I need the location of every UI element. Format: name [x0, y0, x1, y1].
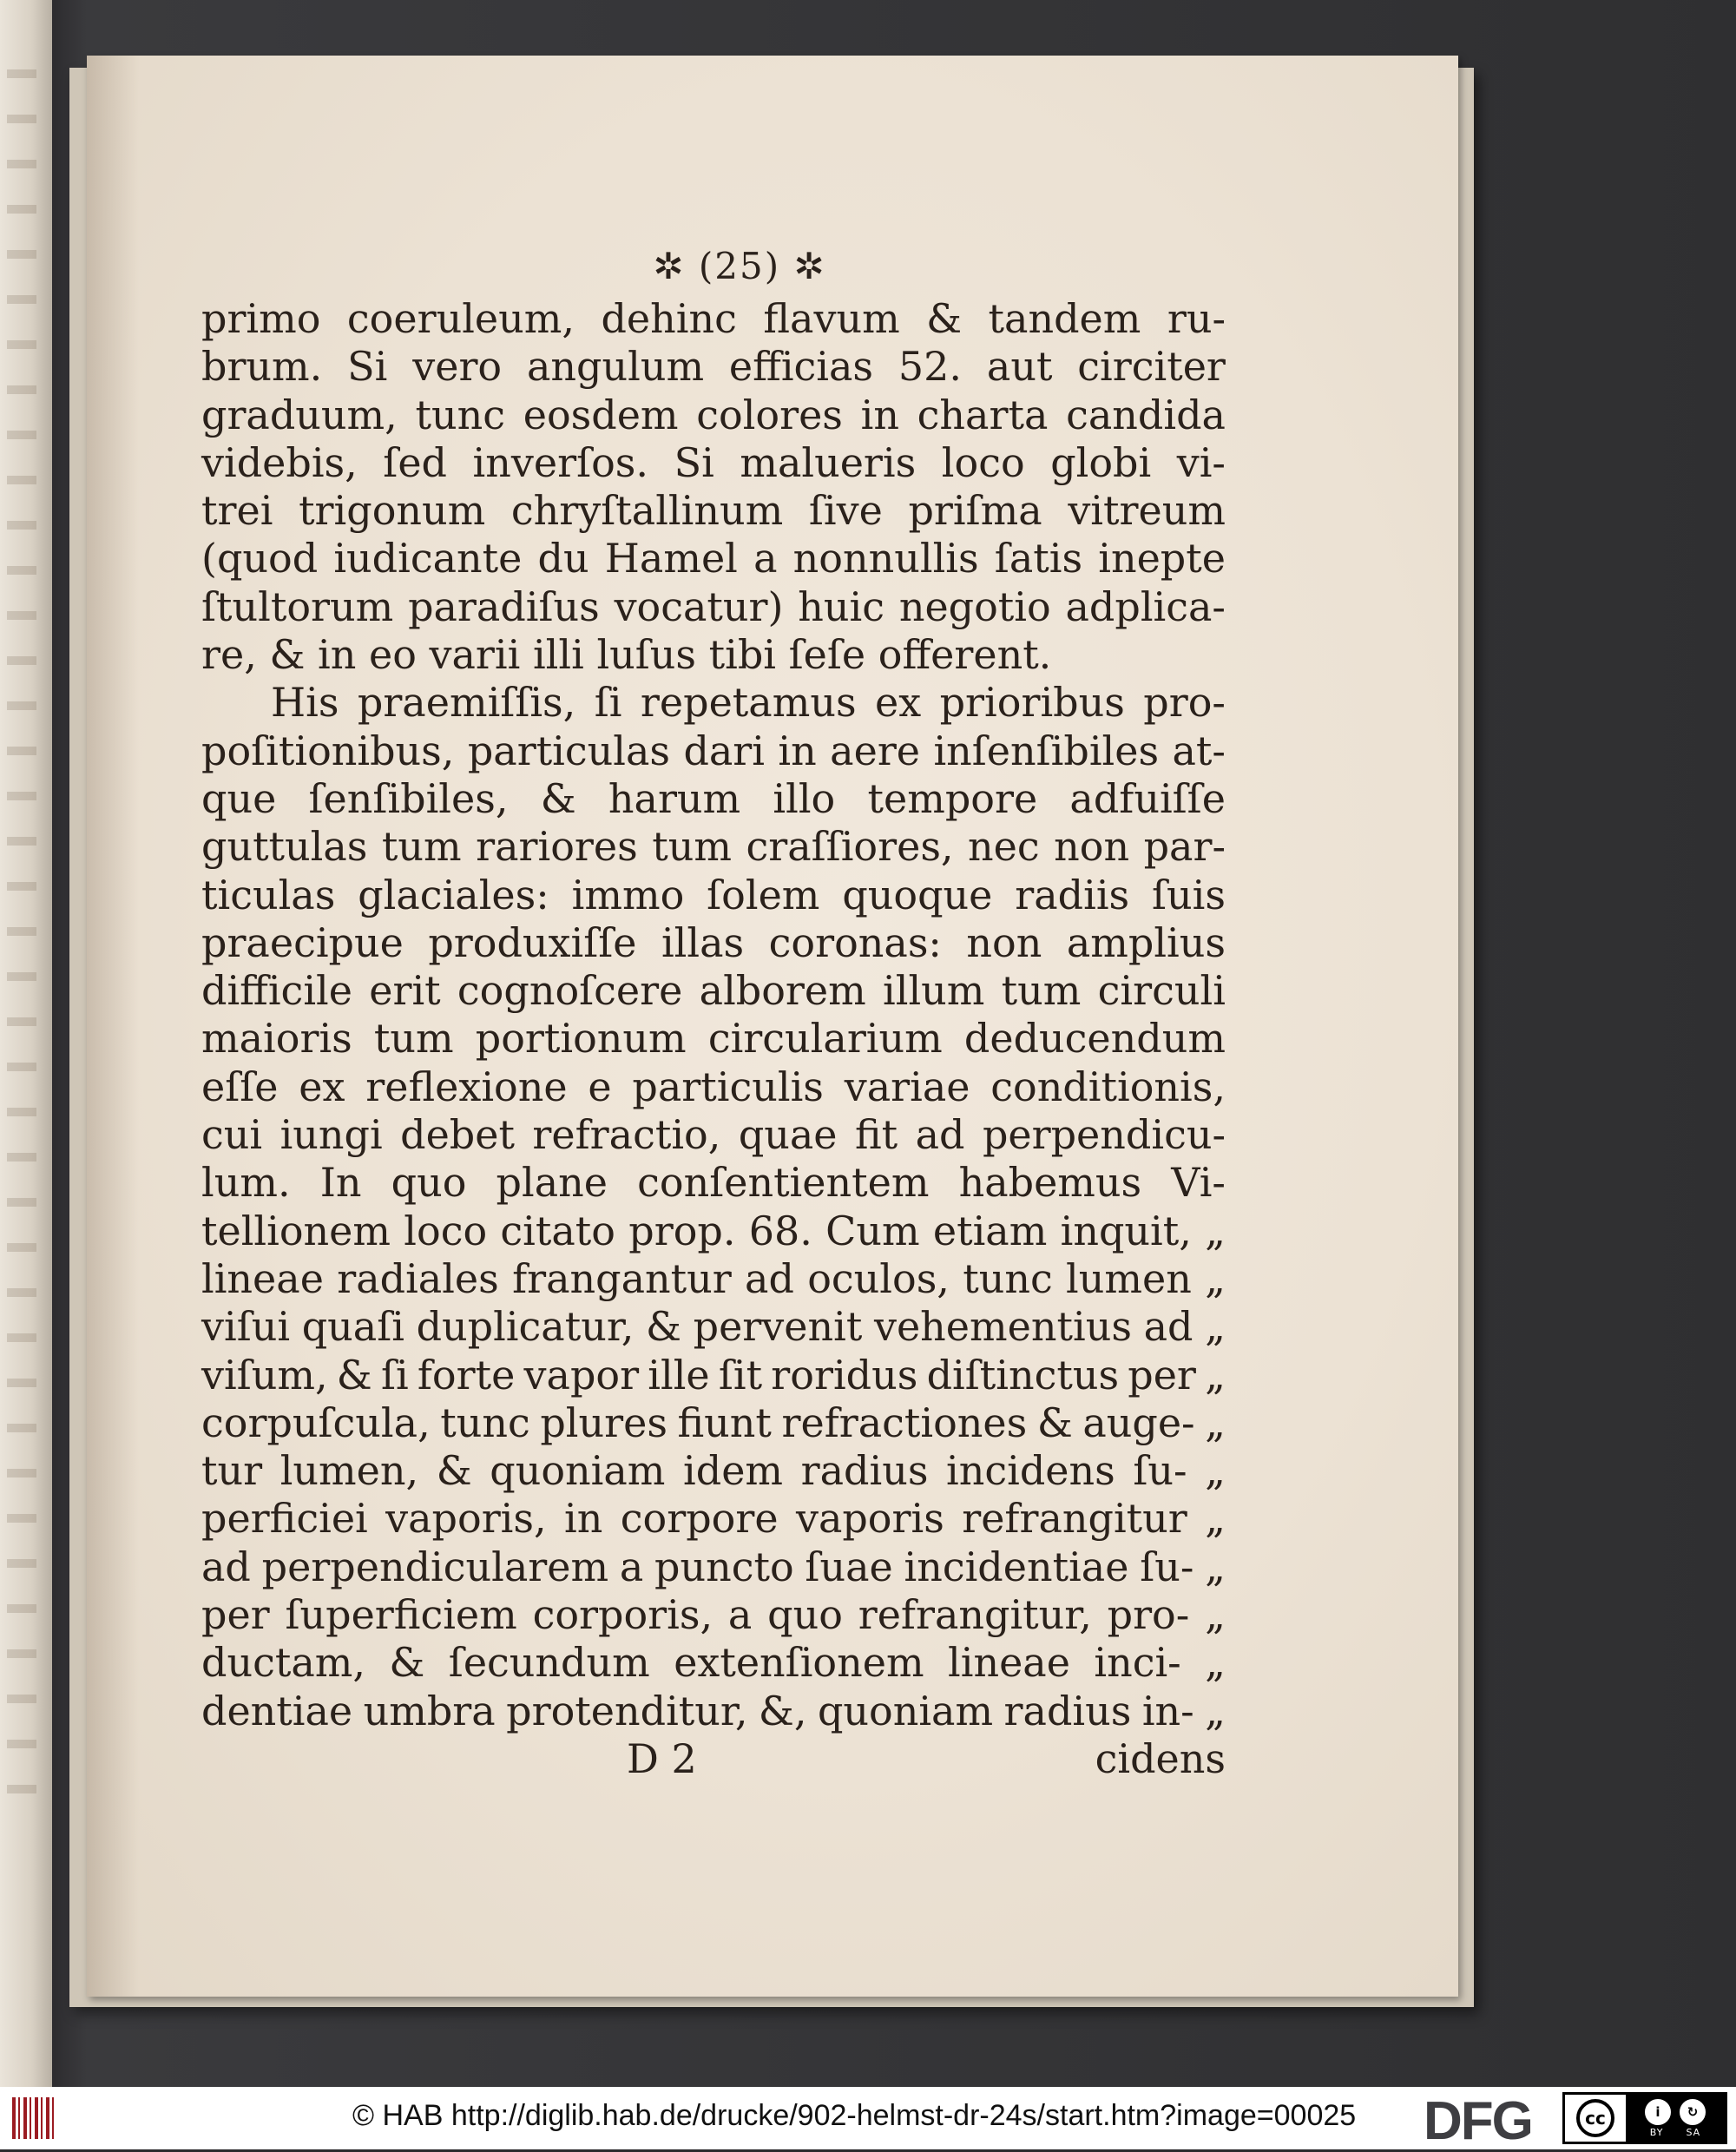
text-line: que ſenſibiles, & harum illo tempore adfuiſſe — [201, 774, 1226, 822]
text-line: primo coeruleum, dehinc flavum & tandem ru- — [201, 295, 1226, 342]
text-line: viſui quaſi duplicatur, & pervenit vehementius ad „ — [201, 1303, 1226, 1351]
text-line: (quod iudicante du Hamel a nonnullis ſatis inepte — [201, 535, 1226, 582]
cc-by-label: BY — [1649, 2126, 1664, 2138]
text-line: tellionem loco citato prop. 68. Cum etiam inquit, „ — [201, 1207, 1226, 1254]
text-line: viſum, & ſi forte vapor ille ſit roridus diſtinctus per „ — [201, 1351, 1226, 1398]
cc-sa-label: SA — [1686, 2126, 1701, 2138]
text-line: ticulas glaciales: immo ſolem quoque radiis ſuis — [201, 871, 1226, 918]
share-alike-icon: ↻ — [1680, 2099, 1706, 2125]
text-line: cui iungi debet refractio, quae fit ad perpendicu- — [201, 1111, 1226, 1159]
text-line: lineae radiales frangantur ad oculos, tunc lumen „ — [201, 1254, 1226, 1302]
cc-license-badge[interactable] — [1562, 2092, 1727, 2144]
text-line: praecipue produxiſſe illas coronas: non amplius — [201, 918, 1226, 966]
text-line: per ſuperficiem corporis, a quo refrangitur, pro- „ — [201, 1591, 1226, 1639]
text-line: eſſe ex reflexione e particulis variae conditionis, — [201, 1063, 1226, 1110]
previous-page-edge — [0, 0, 52, 2087]
text-line: lum. In quo plane conſentientem habemus Vi- — [201, 1159, 1226, 1207]
text-lines — [201, 295, 1226, 1735]
text-line: perficiei vaporis, in corpore vaporis refrangitur „ — [201, 1495, 1226, 1543]
text-line: poſitionibus, particulas dari in aere inſenſibiles at- — [201, 727, 1226, 774]
text-line: trei trigonum chryſtallinum ſive priſma vitreum — [201, 487, 1226, 535]
text-line: difficile erit cognoſcere alborem illum tum circuli — [201, 967, 1226, 1015]
text-line: guttulas tum rariores tum craſſiores, nec non par- — [201, 823, 1226, 871]
text-line: re, & in eo varii illi luſus tibi ſeſe offerent. — [201, 631, 1052, 679]
page-footer — [201, 1735, 1226, 1783]
book-page — [87, 56, 1458, 1997]
text-line: His praemiſſis, ſi repetamus ex prioribus pro- — [271, 679, 1226, 727]
text-line: maioris tum portionum circularium deducendum — [201, 1015, 1226, 1063]
cc-logo — [1565, 2095, 1626, 2142]
text-line: ſtultorum paradiſus vocatur) huic negotio adplica- — [201, 582, 1226, 630]
text-line: videbis, ſed inverſos. Si malueris loco globi vi- — [201, 438, 1226, 486]
hab-logo-icon — [12, 2097, 57, 2139]
copyright-link[interactable]: © HAB http://diglib.hab.de/drucke/902-helmst-dr-24s/start.htm?image=00025 — [352, 2099, 1357, 2132]
catchword: cidens — [1095, 1734, 1226, 1782]
text-line: brum. Si vero angulum efficias 52. aut circiter — [201, 343, 1226, 391]
page-header: ✲ (25) ✲ — [653, 245, 826, 287]
text-line: tur lumen, & quoniam idem radius incidens ſu- „ — [201, 1447, 1226, 1495]
text-line: graduum, tunc eosdem colores in charta candida — [201, 391, 1226, 438]
text-line: ductam, & ſecundum extenſionem lineae inci- „ — [201, 1639, 1226, 1687]
viewer-footer-bar — [0, 2087, 1736, 2149]
cc-icon: cc — [1576, 2099, 1614, 2137]
gutter-shade — [87, 56, 139, 1997]
dfg-logo: DFG — [1424, 2091, 1532, 2151]
text-line: dentiae umbra protenditur, &, quoniam radius in- „ — [201, 1687, 1226, 1734]
cc-conditions — [1626, 2095, 1725, 2142]
signature-mark: D 2 — [627, 1734, 697, 1782]
page-text — [201, 238, 1226, 1783]
attribution-icon: i — [1645, 2099, 1671, 2125]
text-line: corpuſcula, tunc plures fiunt refractiones & auge- „ — [201, 1398, 1226, 1446]
text-line: ad perpendicularem a puncto ſuae incidentiae ſu- „ — [201, 1543, 1226, 1590]
